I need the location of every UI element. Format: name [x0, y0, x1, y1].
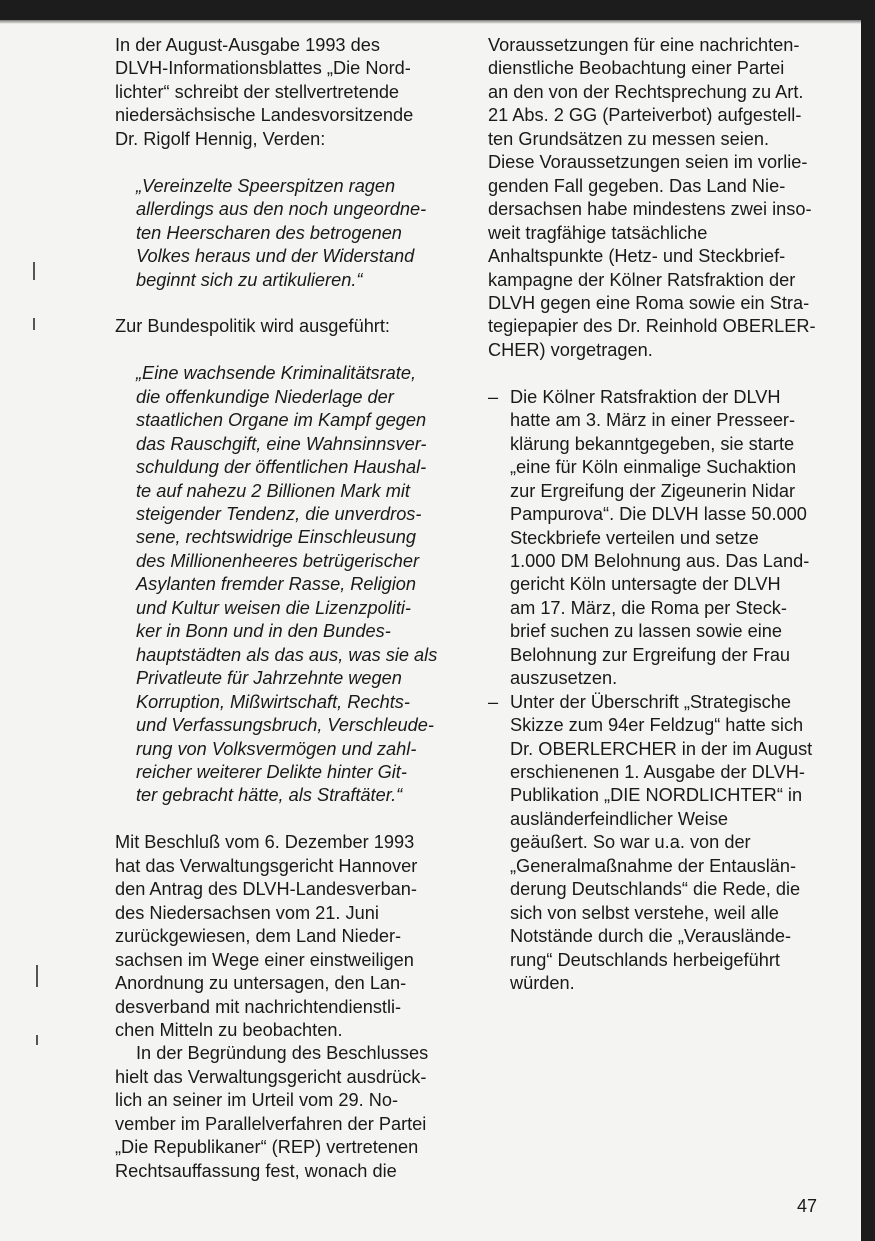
bullet-line: gericht Köln untersagte der DLVH [510, 574, 781, 595]
begruendung-paragraph [115, 1042, 460, 1183]
begruendung-line: „Die Republikaner“ (REP) vertretenen [115, 1137, 419, 1158]
quote-line: schuldung der öffentlichen Haushal- [136, 457, 427, 478]
bullet-1-text [510, 386, 833, 691]
beschluss-line: den Antrag des DLVH-Landesverban- [115, 879, 417, 900]
quote-line: Privatleute für Jahrzehnte wegen [136, 668, 402, 689]
quote-block-2 [115, 362, 460, 808]
quote-block-1 [115, 175, 460, 292]
beschluss-line: desverband mit nachrichtendienstli- [115, 996, 402, 1017]
bullet-line: brief suchen zu lassen sowie eine [510, 621, 782, 642]
begruendung-line: Rechtsauffassung fest, wonach die [115, 1160, 397, 1181]
quote-line: beginnt sich zu artikulieren.“ [136, 269, 363, 290]
intro-paragraph [115, 34, 460, 151]
bullet-line: Publikation „DIE NORDLICHTER“ in [510, 785, 803, 806]
beschluss-line: hat das Verwaltungsgericht Hannover [115, 855, 418, 876]
continuation-line: kampagne der Kölner Ratsfraktion der [488, 269, 796, 290]
intro-line: niedersächsische Landesvorsitzende [115, 105, 414, 126]
continuation-line: CHER) vorgetragen. [488, 339, 653, 360]
dash-bullet: – [488, 691, 499, 712]
quote-line: und Verfassungsbruch, Verschleude- [136, 715, 434, 736]
page-number: 47 [797, 1196, 818, 1216]
continuation-paragraph [488, 34, 833, 362]
scan-top-shadow [0, 20, 875, 24]
continuation-line: ten Grundsätzen zu messen seien. [488, 128, 770, 149]
continuation-line: Diese Voraussetzungen seien im vorlie- [488, 152, 808, 173]
quote-line: steigender Tendenz, die unverdros- [136, 504, 422, 525]
bullet-line: Skizze zum 94er Feldzug“ hatte sich [510, 715, 804, 736]
scan-right-border [861, 0, 875, 1241]
bullet-line: am 17. März, die Roma per Steck- [510, 597, 787, 618]
paragraph-gap [115, 292, 460, 315]
continuation-line: Anhaltspunkte (Hetz- und Steckbrief- [488, 246, 786, 267]
quote-line: Volkes heraus und der Widerstand [136, 246, 415, 267]
continuation-line: dersachsen habe mindestens zwei inso- [488, 199, 812, 220]
scan-speck [36, 1035, 38, 1045]
quote-line: ten Heerscharen des betrogenen [136, 222, 402, 243]
quote-line: Asylanten fremder Rasse, Religion [136, 574, 417, 595]
beschluss-line: sachsen im Wege einer einstweiligen [115, 949, 414, 970]
beschluss-line: Mit Beschluß vom 6. Dezember 1993 [115, 832, 415, 853]
bullet-line: Steckbriefe verteilen und setze [510, 527, 759, 548]
quote-line: die offenkundige Niederlage der [136, 386, 394, 407]
bullet-line: erschienenen 1. Ausgabe der DLVH- [510, 762, 805, 783]
quote-line: „Eine wachsende Kriminalitätsrate, [136, 363, 417, 384]
bullet-line: Pampurova“. Die DLVH lasse 50.000 [510, 504, 807, 525]
continuation-line: genden Fall gegeben. Das Land Nie- [488, 175, 786, 196]
quote-line: allerdings aus den noch ungeordne- [136, 199, 427, 220]
quote-line: ter gebracht hätte, als Straftäter.“ [136, 785, 403, 806]
continuation-line: 21 Abs. 2 GG (Parteiverbot) aufgestell- [488, 105, 802, 126]
beschluss-line: Anordnung zu untersagen, den Lan- [115, 973, 407, 994]
quote-line: reicher weiterer Delikte hinter Git- [136, 762, 407, 782]
scan-speck [36, 965, 38, 987]
bullet-line: rung“ Deutschlands herbeigeführt [510, 949, 780, 970]
bullet-2-text [510, 691, 833, 996]
quote-line: te auf nahezu 2 Billionen Mark mit [136, 480, 410, 501]
bullet-line: würden. [510, 973, 575, 994]
quote-line: des Millionenheeres betrügerischer [136, 550, 420, 571]
beschluss-line: des Niedersachsen vom 21. Juni [115, 902, 379, 923]
bullet-line: hatte am 3. März in einer Presseer- [510, 410, 796, 431]
quote-line: „Vereinzelte Speerspitzen ragen [136, 175, 396, 196]
begruendung-line: lich an seiner im Urteil vom 29. No- [115, 1090, 399, 1111]
intro-line: lichter“ schreibt der stellvertretende [115, 81, 400, 102]
bullet-line: Die Kölner Ratsfraktion der DLVH [510, 386, 781, 407]
beschluss-line: chen Mitteln zu beobachten. [115, 1019, 343, 1040]
intro-line: DLVH-Informationsblattes „Die Nord- [115, 58, 411, 79]
intro-line: In der August-Ausgabe 1993 des [115, 35, 380, 55]
continuation-line: weit tragfähige tatsächliche [488, 222, 708, 243]
bullet-line: Belohnung zur Ergreifung der Frau [510, 644, 791, 665]
paragraph-gap [115, 151, 460, 174]
scan-speck [33, 262, 35, 280]
continuation-line: Voraussetzungen für eine nachrichten- [488, 35, 800, 55]
paragraph-gap [115, 339, 460, 362]
bullet-item-1 [488, 386, 833, 691]
quote-line: und Kultur weisen die Lizenzpoliti- [136, 597, 411, 618]
bullet-line: sich von selbst verstehe, weil alle [510, 902, 779, 923]
quote-line: ker in Bonn und in den Bundes- [136, 621, 391, 642]
bullet-line: Notstände durch die „Verauslände- [510, 926, 792, 947]
bullet-line: „eine für Köln einmalige Suchaktion [510, 457, 797, 478]
scan-speck [33, 318, 35, 330]
bullet-line: „Generalmaßnahme der Entauslän- [510, 855, 797, 876]
bullet-line: zur Ergreifung der Zigeunerin Nidar [510, 480, 796, 501]
quote-line: staatlichen Organe im Kampf gegen [136, 410, 427, 431]
beschluss-paragraph [115, 831, 460, 1042]
begruendung-line: In der Begründung des Beschlusses [136, 1043, 429, 1064]
bullet-line: Dr. OBERLERCHER in der im August [510, 738, 813, 759]
quote-line: rung von Volksvermögen und zahl- [136, 738, 417, 759]
begruendung-line: vember im Parallelverfahren der Partei [115, 1113, 427, 1134]
begruendung-line: hielt das Verwaltungsgericht ausdrück- [115, 1066, 427, 1087]
paragraph-gap [115, 808, 460, 831]
bullet-line: derung Deutschlands“ die Rede, die [510, 879, 801, 900]
continuation-line: tegiepapier des Dr. Reinhold OBERLER- [488, 316, 816, 337]
quote-line: das Rauschgift, eine Wahnsinnsver- [136, 433, 427, 454]
scan-top-border [0, 0, 875, 20]
continuation-line: an den von der Rechtsprechung zu Art. [488, 81, 804, 102]
bullet-line: auszusetzen. [510, 668, 618, 689]
beschluss-line: zurückgewiesen, dem Land Nieder- [115, 926, 402, 947]
bullet-line: Unter der Überschrift „Strategische [510, 691, 792, 712]
dash-bullet: – [488, 386, 499, 407]
quote-line: hauptstädten als das aus, was sie als [136, 644, 438, 665]
intro-line: Dr. Rigolf Hennig, Verden: [115, 128, 326, 149]
continuation-line: dienstliche Beobachtung einer Partei [488, 58, 785, 79]
bullet-item-2 [488, 691, 833, 996]
bullet-line: klärung bekanntgegeben, sie starte [510, 433, 795, 454]
left-column [115, 34, 460, 1183]
bullet-line: 1.000 DM Belohnung aus. Das Land- [510, 550, 810, 571]
bundespolitik-line: Zur Bundespolitik wird ausgeführt: [115, 316, 390, 337]
continuation-line: DLVH gegen eine Roma sowie ein Stra- [488, 292, 810, 313]
quote-line: Korruption, Mißwirtschaft, Rechts- [136, 691, 410, 712]
bullet-line: ausländerfeindlicher Weise [510, 808, 729, 829]
bullet-line: geäußert. So war u.a. von der [510, 832, 751, 853]
paragraph-gap [488, 362, 833, 385]
quote-line: sene, rechtswidrige Einschleusung [136, 527, 417, 548]
right-column [488, 34, 833, 996]
